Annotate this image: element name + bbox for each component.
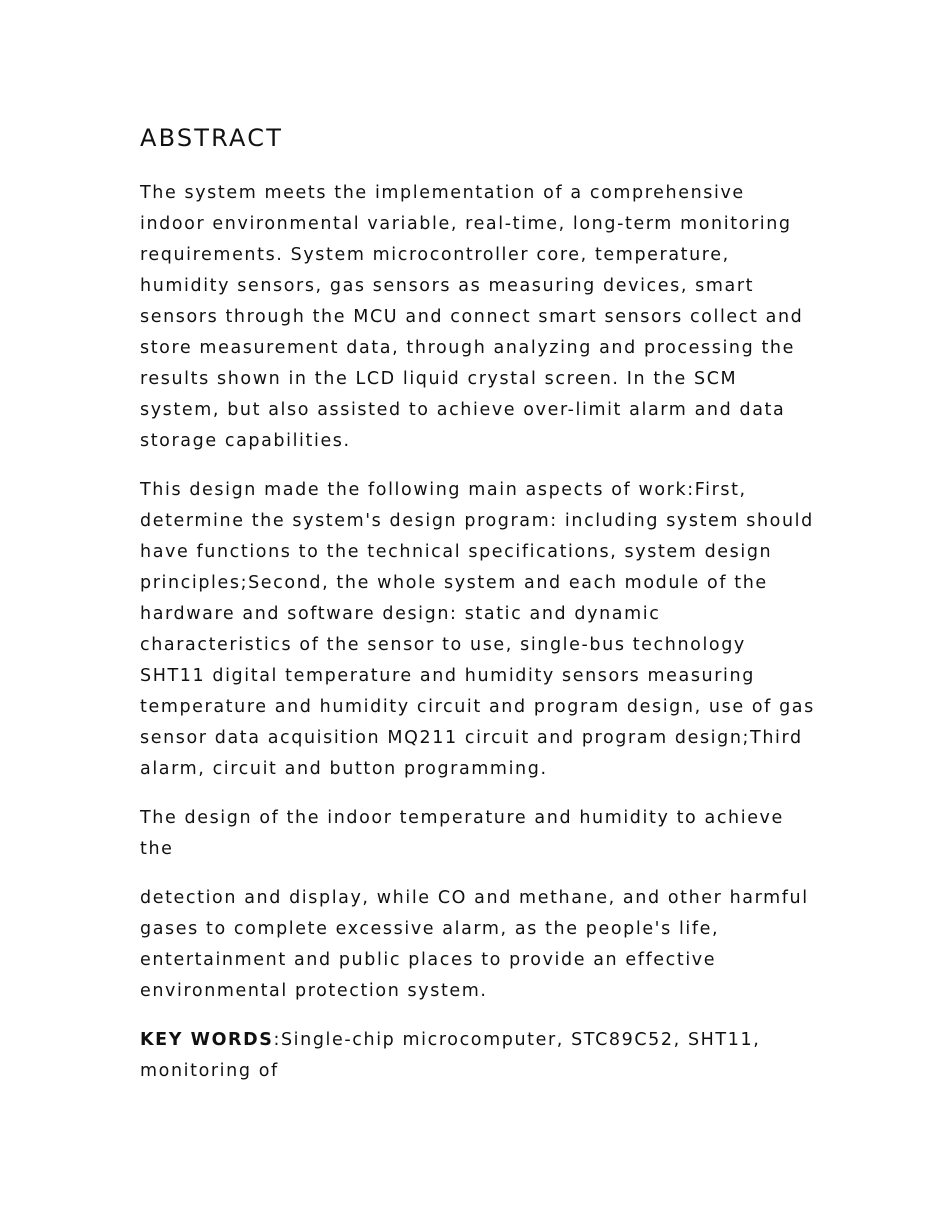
- abstract-paragraph-1: The system meets the implementation of a comprehensive indoor environmental variable, real-time, long-term monitoring requirements. System microcontroller core, temperature, humidity sensors, gas sensors as measuring devices, smart sensors through the MCU and connect smart sensors collect and store measurement data, through analyzing and processing the results shown in the LCD liquid crystal screen. In the SCM system, but also assisted to achieve over-limit alarm and data storage capabilities.: [140, 183, 804, 451]
- document-page: [140, 118, 815, 1105]
- keywords-paragraph: [140, 1025, 815, 1087]
- abstract-paragraph-3: The design of the indoor temperature and humidity to achieve the: [140, 808, 784, 859]
- abstract-paragraph-4: detection and display, while CO and methane, and other harmful gases to complete excessive alarm, as the people's life, entertainment and public places to provide an effective environmental protection system.: [140, 888, 809, 1001]
- abstract-title: ABSTRACT: [140, 124, 284, 152]
- abstract-paragraph-2: This design made the following main aspects of work:First, determine the system's design program: including system should have functions to the technical specifications, system design principles;Second, the whole system and each module of the hardware and software design: static and dynamic characteristics of the sensor to use, single-bus technology SHT11 digital temperature and humidity sensors measuring temperature and humidity circuit and program design, use of gas sensor data acquisition MQ211 circuit and program design;Third alarm, circuit and button programming.: [140, 480, 815, 779]
- keywords-text: :Single-chip microcomputer, STC89C52, SHT11, monitoring of: [140, 1030, 761, 1081]
- keywords-label: KEY WORDS: [140, 1030, 274, 1050]
